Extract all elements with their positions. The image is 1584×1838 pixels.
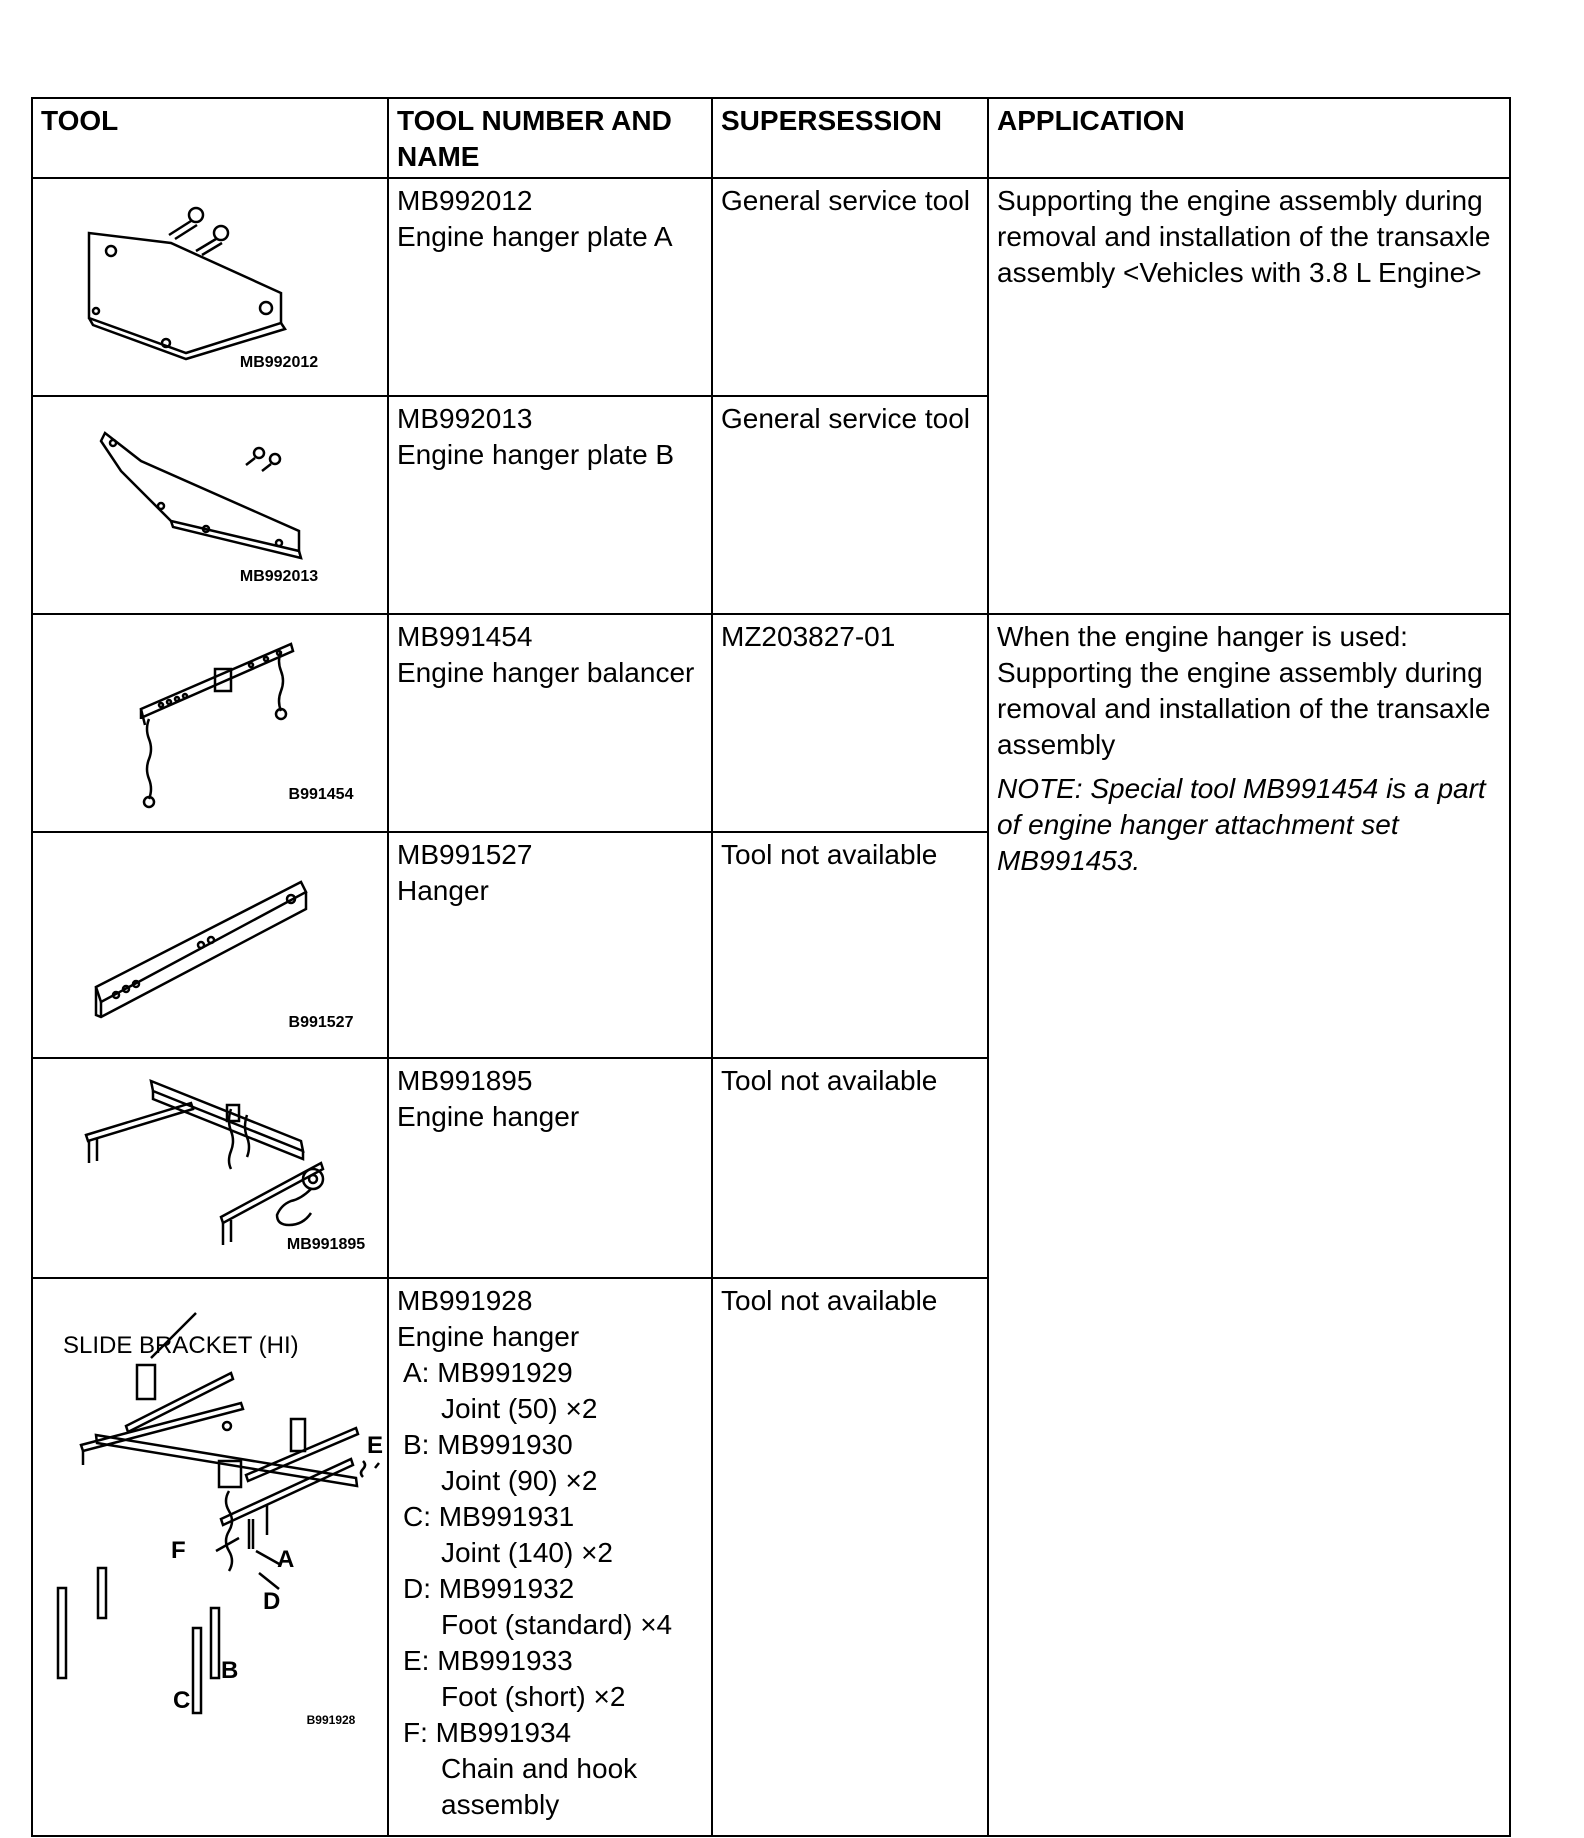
component-id: C: MB991931 bbox=[403, 1501, 575, 1532]
engine-hanger-set-illustration bbox=[41, 1283, 397, 1835]
tool-image-cell bbox=[32, 1058, 388, 1278]
component-id: D: MB991932 bbox=[403, 1573, 575, 1604]
component-desc: Joint (140) ×2 bbox=[441, 1537, 613, 1568]
hanger-illustration bbox=[41, 837, 397, 1057]
application-group2 bbox=[988, 614, 1510, 1836]
component-item bbox=[397, 1571, 703, 1643]
tool-image-code: MB991895 bbox=[286, 1236, 366, 1253]
supersession: General service tool bbox=[712, 396, 988, 614]
tool-image-code: B991527 bbox=[288, 1014, 354, 1031]
tool-name: Engine hanger bbox=[397, 1321, 580, 1352]
application-text: When the engine hanger is used: Supporting the engine assembly during removal and installation of the transaxle assembly bbox=[997, 621, 1491, 760]
tool-number: MB991527 bbox=[397, 839, 533, 870]
table-row bbox=[32, 178, 1510, 396]
tool-name: Engine hanger plate B bbox=[397, 439, 675, 470]
tool-number-name bbox=[388, 832, 712, 1058]
tool-name: Hanger bbox=[397, 875, 489, 906]
engine-hanger-plate-b-illustration bbox=[41, 401, 397, 613]
component-label-e: E bbox=[367, 1432, 384, 1459]
tool-number: MB992012 bbox=[397, 185, 533, 216]
tool-image-code: B991454 bbox=[288, 786, 354, 803]
tool-number: MB992013 bbox=[397, 403, 533, 434]
component-desc: Chain and hook assembly bbox=[441, 1753, 638, 1820]
component-item bbox=[397, 1643, 703, 1715]
tool-image-code: MB992013 bbox=[239, 568, 319, 585]
engine-hanger-plate-a-illustration bbox=[41, 183, 397, 395]
component-item bbox=[397, 1715, 703, 1823]
application-group1: Supporting the engine assembly during removal and installation of the transaxle assembly <Vehicles with 3.8 L Engine> bbox=[988, 178, 1510, 614]
component-desc: Joint (50) ×2 bbox=[441, 1393, 598, 1424]
header-application: APPLICATION bbox=[988, 98, 1510, 178]
tool-image-cell bbox=[32, 396, 388, 614]
tool-number-name bbox=[388, 614, 712, 832]
component-label-b: B bbox=[221, 1657, 239, 1684]
tool-number-name bbox=[388, 396, 712, 614]
application-note: NOTE: Special tool MB991454 is a part of engine hanger attachment set MB991453. bbox=[997, 773, 1486, 876]
supersession: MZ203827-01 bbox=[712, 614, 988, 832]
slide-bracket-label: SLIDE BRACKET (HI) bbox=[63, 1332, 299, 1359]
supersession: Tool not available bbox=[712, 1278, 988, 1836]
component-label-c: C bbox=[173, 1687, 191, 1714]
tool-number-name bbox=[388, 1058, 712, 1278]
tool-name: Engine hanger plate A bbox=[397, 221, 673, 252]
header-supersession: SUPERSESSION bbox=[712, 98, 988, 178]
tool-image-cell bbox=[32, 178, 388, 396]
component-label-a: A bbox=[277, 1546, 295, 1573]
header-row bbox=[32, 98, 1510, 178]
supersession: Tool not available bbox=[712, 1058, 988, 1278]
tool-image-cell bbox=[32, 1278, 388, 1836]
component-desc: Foot (short) ×2 bbox=[441, 1681, 626, 1712]
component-id: B: MB991930 bbox=[403, 1429, 573, 1460]
tool-name: Engine hanger balancer bbox=[397, 657, 695, 688]
engine-hanger-illustration bbox=[41, 1063, 397, 1277]
tool-image-code: B991928 bbox=[306, 1713, 356, 1727]
component-label-d: D bbox=[263, 1588, 281, 1615]
tool-number-name bbox=[388, 1278, 712, 1836]
tool-number: MB991895 bbox=[397, 1065, 533, 1096]
component-item bbox=[397, 1499, 703, 1571]
tool-name: Engine hanger bbox=[397, 1101, 580, 1132]
component-desc: Joint (90) ×2 bbox=[441, 1465, 598, 1496]
tool-image-code: MB992012 bbox=[239, 354, 319, 371]
tool-number: MB991454 bbox=[397, 621, 533, 652]
component-item bbox=[397, 1427, 703, 1499]
engine-hanger-balancer-illustration bbox=[41, 619, 397, 831]
tool-image-cell bbox=[32, 832, 388, 1058]
tool-number-name bbox=[388, 178, 712, 396]
header-tool: TOOL bbox=[32, 98, 388, 178]
header-tool-number-name: TOOL NUMBER AND NAME bbox=[388, 98, 712, 178]
component-list bbox=[397, 1355, 703, 1823]
special-tools-table bbox=[31, 97, 1511, 1837]
tool-image-cell bbox=[32, 614, 388, 832]
component-desc: Foot (standard) ×4 bbox=[441, 1609, 673, 1640]
component-id: F: MB991934 bbox=[403, 1717, 572, 1748]
component-id: A: MB991929 bbox=[403, 1357, 573, 1388]
component-label-f: F bbox=[171, 1537, 186, 1564]
tool-number: MB991928 bbox=[397, 1285, 533, 1316]
table-row bbox=[32, 614, 1510, 832]
supersession: Tool not available bbox=[712, 832, 988, 1058]
component-item bbox=[397, 1355, 703, 1427]
component-id: E: MB991933 bbox=[403, 1645, 573, 1676]
supersession: General service tool bbox=[712, 178, 988, 396]
